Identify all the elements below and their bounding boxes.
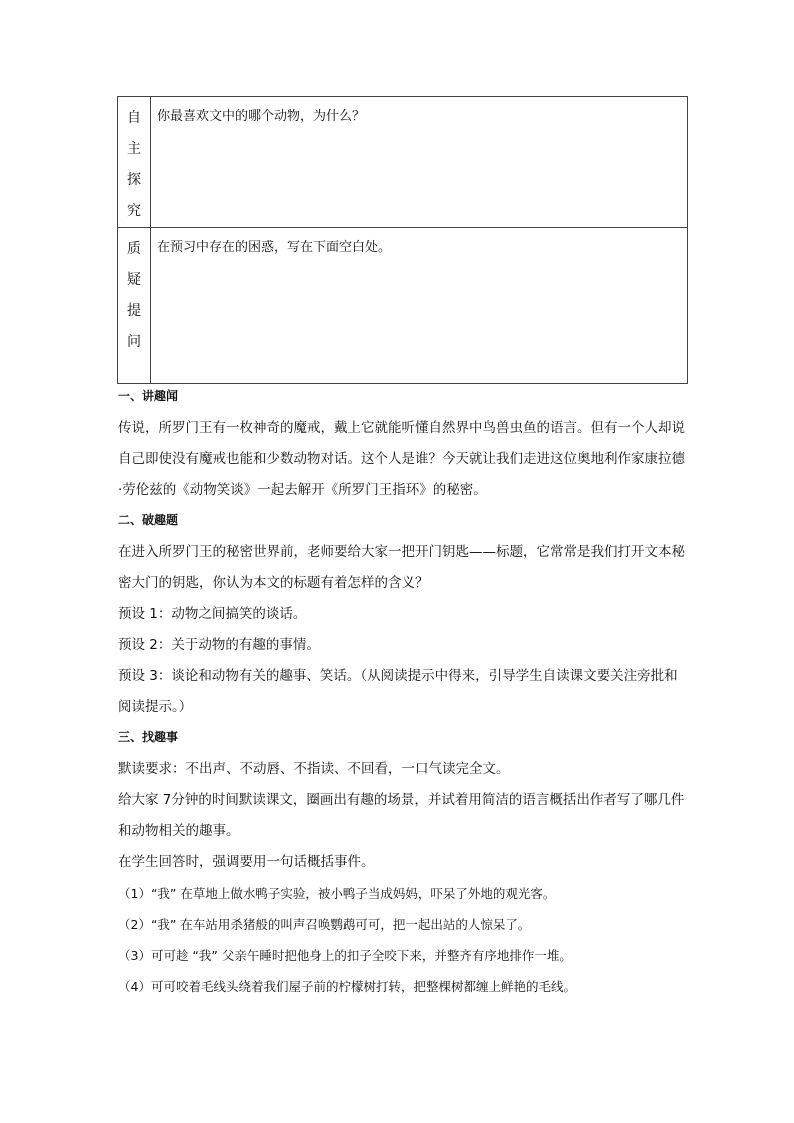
inquiry-table (117, 96, 688, 384)
paragraph: 预设 3：谈论和动物有关的趣事、笑话。（从阅读提示中得来，引导学生自读课文要关注旁批和阅读提示。） (118, 668, 678, 715)
row-label-char: 探 (127, 172, 141, 188)
section-heading: 一、讲趣闻 (118, 389, 179, 403)
lesson-body (118, 386, 688, 1002)
row-label-char: 究 (127, 203, 141, 219)
row-label-vertical (118, 228, 150, 358)
list-item: （2）“我” 在车站用杀猪般的叫声召唤鹦鹉可可，把一起出站的人惊呆了。 (118, 917, 531, 932)
row-content-cell: 在预习中存在的困惑，写在下面空白处。 (151, 228, 688, 384)
row-label-cell (118, 228, 151, 384)
list-item: （4）可可咬着毛线头绕着我们屋子前的柠檬树打转，把整棵树都缠上鲜艳的毛线。 (118, 979, 576, 994)
paragraph: 在进入所罗门王的秘密世界前，老师要给大家一把开门钥匙——标题，它常常是我们打开文本秘密大门的钥匙，你认为本文的标题有着怎样的含义？ (118, 544, 685, 591)
row-label-char: 质 (127, 241, 141, 257)
table-row-self-inquiry (118, 97, 688, 228)
paragraph: 在学生回答时，强调要用一句话概括事件。 (118, 854, 375, 870)
paragraph: 预设 1：动物之间搞笑的谈话。 (118, 606, 307, 622)
section-heading: 二、破趣题 (118, 513, 179, 527)
row-label-char: 提 (127, 303, 141, 319)
row-label-cell (118, 97, 151, 228)
row-label-char: 自 (127, 110, 141, 126)
row-label-char: 疑 (127, 272, 141, 288)
paragraph: 默读要求：不出声、不动唇、不指读、不回看，一口气读完全文。 (118, 761, 510, 777)
list-item: （3）可可趁 “我” 父亲午睡时把他身上的扣子全咬下来，并整齐有序地排作一堆。 (118, 948, 572, 963)
section-heading: 三、找趣事 (118, 730, 179, 744)
row-label-char: 主 (127, 141, 141, 157)
list-item: （1）“我” 在草地上做水鸭子实验，被小鸭子当成妈妈，吓呆了外地的观光客。 (118, 886, 556, 901)
row-label-char: 问 (127, 334, 141, 350)
paragraph: 预设 2：关于动物的有趣的事情。 (118, 637, 320, 653)
paragraph: 传说，所罗门王有一枚神奇的魔戒，戴上它就能听懂自然界中鸟兽虫鱼的语言。但有一个人却说自己即使没有魔戒也能和少数动物对话。这个人是谁？今天就让我们走进这位奥地利作家康拉德·劳伦兹的《动物笑谈》一起去解开《所罗门王指环》的秘密。 (118, 420, 685, 498)
paragraph: 给大家 7分钟的时间默读课文，圈画出有趣的场景，并试着用简洁的语言概括出作者写了哪几件和动物相关的趣事。 (118, 792, 685, 839)
row-content-cell: 你最喜欢文中的哪个动物，为什么？ (151, 97, 688, 228)
table-row-questions (118, 228, 688, 384)
row-label-vertical (118, 97, 150, 227)
